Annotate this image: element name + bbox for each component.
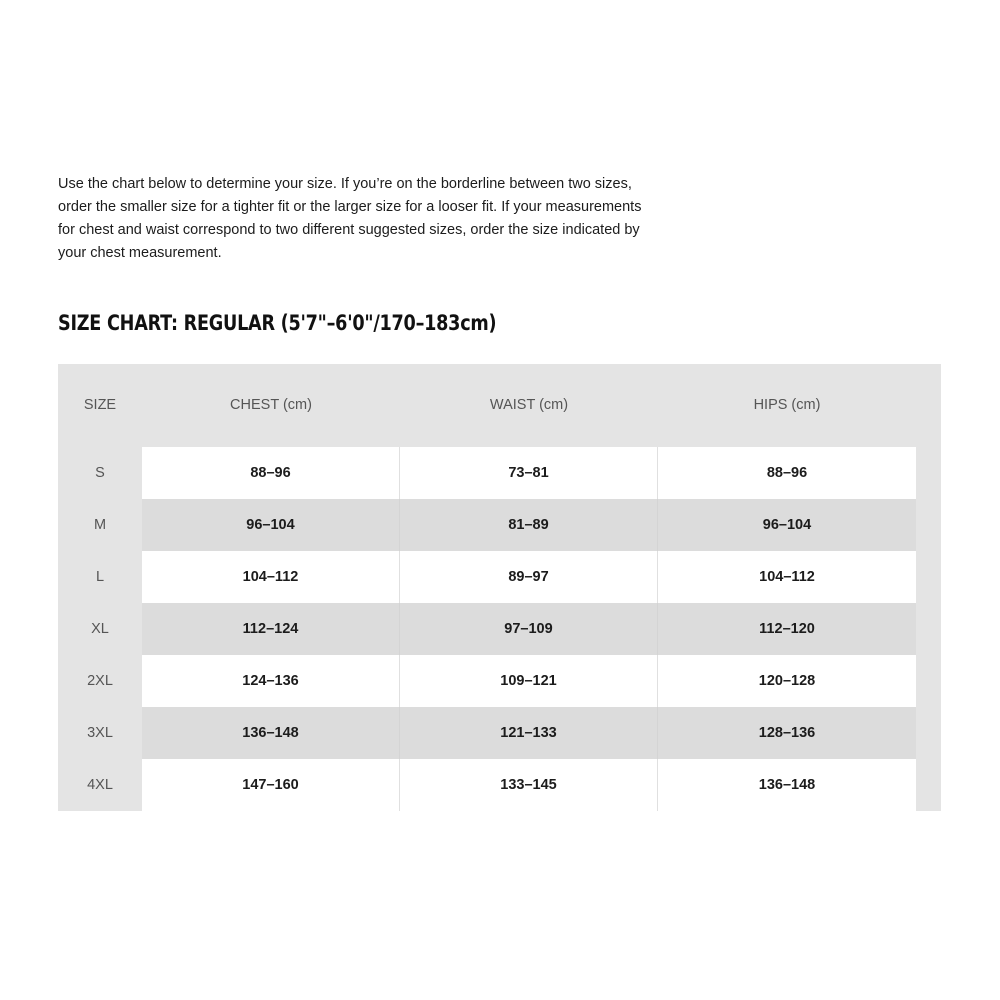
hips-cell: 104–112 bbox=[658, 551, 916, 603]
size-label: L bbox=[95, 569, 105, 585]
waist-cell: 133–145 bbox=[400, 759, 658, 811]
hips-cell: 120–128 bbox=[658, 655, 916, 707]
size-label: S bbox=[95, 465, 105, 481]
chest-cell: 136–148 bbox=[142, 707, 400, 759]
header-hips: HIPS (cm) bbox=[753, 397, 821, 413]
chest-cell: 104–112 bbox=[142, 551, 400, 603]
table-header-row bbox=[58, 364, 941, 447]
chest-cell: 147–160 bbox=[142, 759, 400, 811]
header-size: SIZE bbox=[83, 397, 117, 413]
size-label: 4XL bbox=[87, 777, 113, 793]
waist-cell: 73–81 bbox=[400, 447, 658, 499]
size-label: 2XL bbox=[87, 673, 113, 689]
table-row bbox=[58, 655, 916, 707]
table-row bbox=[58, 447, 916, 499]
waist-cell: 97–109 bbox=[400, 603, 658, 655]
waist-cell: 109–121 bbox=[400, 655, 658, 707]
table-row bbox=[58, 759, 916, 811]
chest-cell: 124–136 bbox=[142, 655, 400, 707]
waist-cell: 81–89 bbox=[400, 499, 658, 551]
hips-cell: 112–120 bbox=[658, 603, 916, 655]
size-label: M bbox=[93, 517, 107, 533]
hips-cell: 88–96 bbox=[658, 447, 916, 499]
hips-cell: 128–136 bbox=[658, 707, 916, 759]
table-body bbox=[58, 447, 916, 811]
size-label: 3XL bbox=[87, 725, 113, 741]
waist-cell: 89–97 bbox=[400, 551, 658, 603]
header-waist: WAIST (cm) bbox=[489, 397, 569, 413]
hips-cell: 96–104 bbox=[658, 499, 916, 551]
chest-cell: 96–104 bbox=[142, 499, 400, 551]
chest-cell: 112–124 bbox=[142, 603, 400, 655]
size-label: XL bbox=[91, 621, 109, 637]
table-row bbox=[58, 551, 916, 603]
intro-paragraph: Use the chart below to determine your size. If you’re on the borderline between two sizes, order the smaller size for a tighter fit or the larger size for a looser fit. If your measurements for chest and waist correspond to two different suggested sizes, order the size indicated by your chest measurement. bbox=[58, 176, 642, 261]
size-chart-heading: SIZE CHART: REGULAR (5'7"–6'0"/170–183cm) bbox=[58, 311, 497, 335]
table-row bbox=[58, 603, 916, 655]
size-chart-table bbox=[58, 364, 941, 811]
header-chest: CHEST (cm) bbox=[230, 397, 312, 413]
chest-cell: 88–96 bbox=[142, 447, 400, 499]
hips-cell: 136–148 bbox=[658, 759, 916, 811]
table-row bbox=[58, 499, 916, 551]
waist-cell: 121–133 bbox=[400, 707, 658, 759]
table-row bbox=[58, 707, 916, 759]
